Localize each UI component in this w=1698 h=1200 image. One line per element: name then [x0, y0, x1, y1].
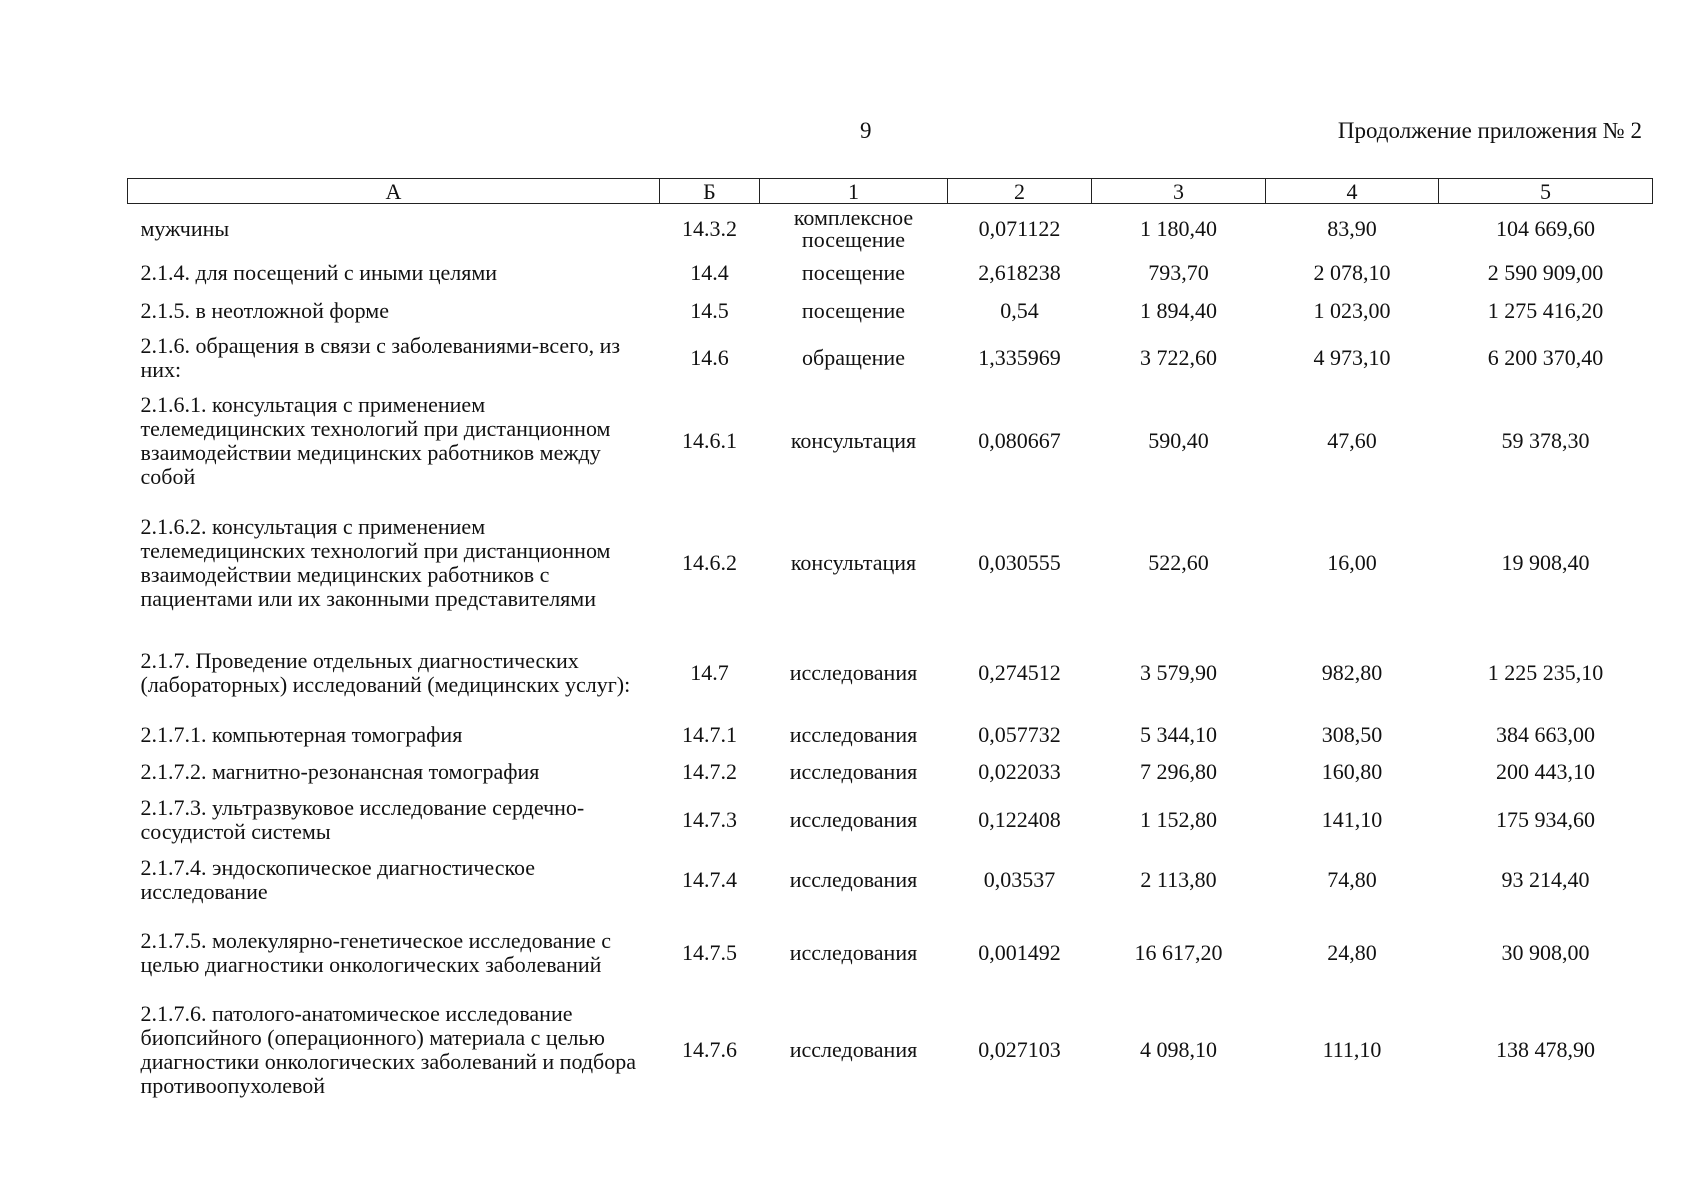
row-name: 2.1.7.5. молекулярно-генетическое исследование с целью диагностики онкологических заболеваний — [140, 928, 612, 977]
row-col-4: 47,60 — [1327, 428, 1377, 453]
row-code: 14.6.1 — [682, 428, 737, 453]
row-col-5: 104 669,60 — [1496, 216, 1595, 241]
row-col-3: 1 180,40 — [1140, 216, 1217, 241]
row-col-5: 59 378,30 — [1501, 428, 1590, 453]
row-code: 14.7.4 — [682, 867, 737, 892]
row-unit: обращение — [802, 345, 905, 370]
row-col-2: 0,027103 — [978, 1037, 1061, 1062]
row-col-4: 1 023,00 — [1313, 298, 1391, 323]
row-code: 14.4 — [690, 260, 729, 285]
column-header-a: А — [128, 179, 660, 204]
row-col-3: 590,40 — [1148, 428, 1209, 453]
row-name: 2.1.7.6. патолого-анатомическое исследование биопсийного (операционного) материала с целью диагностики онкологических заболеваний и подбора противоопухолевой — [140, 1001, 636, 1098]
row-unit: исследования — [789, 759, 918, 784]
row-name: 2.1.7.2. магнитно-резонансная томография — [140, 759, 540, 784]
row-col-4: 74,80 — [1327, 867, 1377, 892]
row-unit: исследования — [789, 1037, 918, 1062]
row-col-4: 24,80 — [1327, 940, 1377, 965]
table-row — [128, 910, 1653, 996]
row-col-5: 138 478,90 — [1496, 1037, 1595, 1062]
row-col-3: 1 894,40 — [1140, 298, 1217, 323]
row-col-5: 175 934,60 — [1496, 807, 1595, 832]
row-col-4: 141,10 — [1321, 807, 1383, 832]
row-code: 14.7.6 — [682, 1037, 737, 1062]
row-col-4: 111,10 — [1322, 1037, 1382, 1062]
row-col-2: 0,122408 — [978, 807, 1061, 832]
row-unit: посещение — [801, 298, 906, 323]
row-name: 2.1.5. в неотложной форме — [140, 298, 389, 323]
row-col-5: 30 908,00 — [1501, 940, 1590, 965]
row-col-3: 7 296,80 — [1140, 759, 1217, 784]
row-col-2: 0,022033 — [978, 759, 1061, 784]
row-code: 14.7.1 — [682, 722, 737, 747]
row-col-5: 93 214,40 — [1501, 867, 1590, 892]
row-unit: консультация — [790, 428, 917, 453]
row-col-3: 16 617,20 — [1134, 940, 1223, 965]
row-col-2: 0,274512 — [978, 660, 1061, 685]
row-unit: исследования — [789, 807, 918, 832]
row-unit: исследования — [789, 722, 918, 747]
table-row — [128, 850, 1653, 910]
row-col-4: 16,00 — [1327, 550, 1377, 575]
row-unit: исследования — [789, 940, 918, 965]
row-col-3: 2 113,80 — [1140, 867, 1217, 892]
table-row — [128, 496, 1653, 630]
row-unit: консультация — [790, 550, 917, 575]
row-col-3: 5 344,10 — [1140, 722, 1217, 747]
column-header-5: 5 — [1439, 179, 1653, 204]
row-code: 14.5 — [690, 298, 729, 323]
row-name: 2.1.7. Проведение отдельных диагностических (лабораторных) исследований (медицинских услуг): — [140, 648, 631, 697]
column-header-3: 3 — [1092, 179, 1266, 204]
row-code: 14.6 — [690, 345, 729, 370]
row-unit: исследования — [789, 660, 918, 685]
row-unit: комплексное посещение — [793, 205, 914, 252]
table-row — [128, 996, 1653, 1104]
row-code: 14.6.2 — [682, 550, 737, 575]
row-unit: исследования — [789, 867, 918, 892]
row-col-5: 1 225 235,10 — [1487, 660, 1604, 685]
appendix-table — [127, 178, 1653, 1104]
table-row — [128, 754, 1653, 790]
row-col-5: 2 590 909,00 — [1487, 260, 1604, 285]
appendix-continuation-label: Продолжение приложения № 2 — [1337, 118, 1642, 143]
table-header-row — [128, 179, 1653, 204]
table-row — [128, 292, 1653, 330]
row-col-2: 0,071122 — [978, 216, 1061, 241]
row-col-3: 3 579,90 — [1140, 660, 1217, 685]
row-col-4: 83,90 — [1327, 216, 1377, 241]
table-row — [128, 790, 1653, 850]
row-col-2: 0,057732 — [978, 722, 1061, 747]
row-col-3: 522,60 — [1148, 550, 1209, 575]
row-col-5: 1 275 416,20 — [1487, 298, 1604, 323]
row-col-3: 1 152,80 — [1140, 807, 1217, 832]
table-row — [128, 716, 1653, 754]
row-col-2: 0,54 — [1000, 298, 1039, 323]
row-code: 14.7.2 — [682, 759, 737, 784]
row-col-5: 19 908,40 — [1501, 550, 1590, 575]
row-col-5: 6 200 370,40 — [1487, 345, 1604, 370]
row-col-2: 1,335969 — [978, 345, 1061, 370]
row-col-2: 0,03537 — [983, 867, 1056, 892]
row-col-2: 0,001492 — [978, 940, 1061, 965]
row-col-4: 4 973,10 — [1313, 345, 1391, 370]
row-name: 2.1.7.4. эндоскопическое диагностическое исследование — [140, 855, 536, 904]
row-name: мужчины — [140, 216, 230, 241]
column-header-b: Б — [660, 179, 760, 204]
row-code: 14.3.2 — [682, 216, 737, 241]
row-col-2: 0,080667 — [978, 428, 1061, 453]
table-row — [128, 254, 1653, 292]
table-row — [128, 630, 1653, 716]
row-col-2: 2,618238 — [978, 260, 1061, 285]
row-code: 14.7.5 — [682, 940, 737, 965]
row-name: 2.1.6.2. консультация с применением телемедицинских технологий при дистанционном взаимодействии медицинских работников с пациентами или их законными представителями — [140, 514, 611, 611]
row-col-3: 793,70 — [1148, 260, 1209, 285]
row-col-2: 0,030555 — [978, 550, 1061, 575]
row-name: 2.1.7.3. ультразвуковое исследование сердечно-сосудистой системы — [140, 795, 585, 844]
row-name: 2.1.6. обращения в связи с заболеваниями-всего, из них: — [140, 333, 621, 382]
row-col-3: 4 098,10 — [1140, 1037, 1217, 1062]
row-code: 14.7.3 — [682, 807, 737, 832]
row-name: 2.1.7.1. компьютерная томография — [140, 722, 463, 747]
row-code: 14.7 — [690, 660, 729, 685]
row-col-4: 160,80 — [1321, 759, 1383, 784]
row-col-3: 3 722,60 — [1140, 345, 1217, 370]
row-col-4: 308,50 — [1321, 722, 1383, 747]
page-number: 9 — [860, 118, 872, 143]
column-header-2: 2 — [948, 179, 1092, 204]
row-col-4: 2 078,10 — [1313, 260, 1391, 285]
table-row — [128, 386, 1653, 496]
row-col-4: 982,80 — [1321, 660, 1383, 685]
row-unit: посещение — [801, 260, 906, 285]
row-name: 2.1.6.1. консультация с применением телемедицинских технологий при дистанционном взаимодействии медицинских работников между собой — [140, 392, 611, 489]
table-row — [128, 204, 1653, 255]
row-name: 2.1.4. для посещений с иными целями — [140, 260, 498, 285]
table-row — [128, 330, 1653, 386]
column-header-1: 1 — [760, 179, 948, 204]
column-header-4: 4 — [1266, 179, 1439, 204]
row-col-5: 384 663,00 — [1496, 722, 1595, 747]
row-col-5: 200 443,10 — [1496, 759, 1595, 784]
